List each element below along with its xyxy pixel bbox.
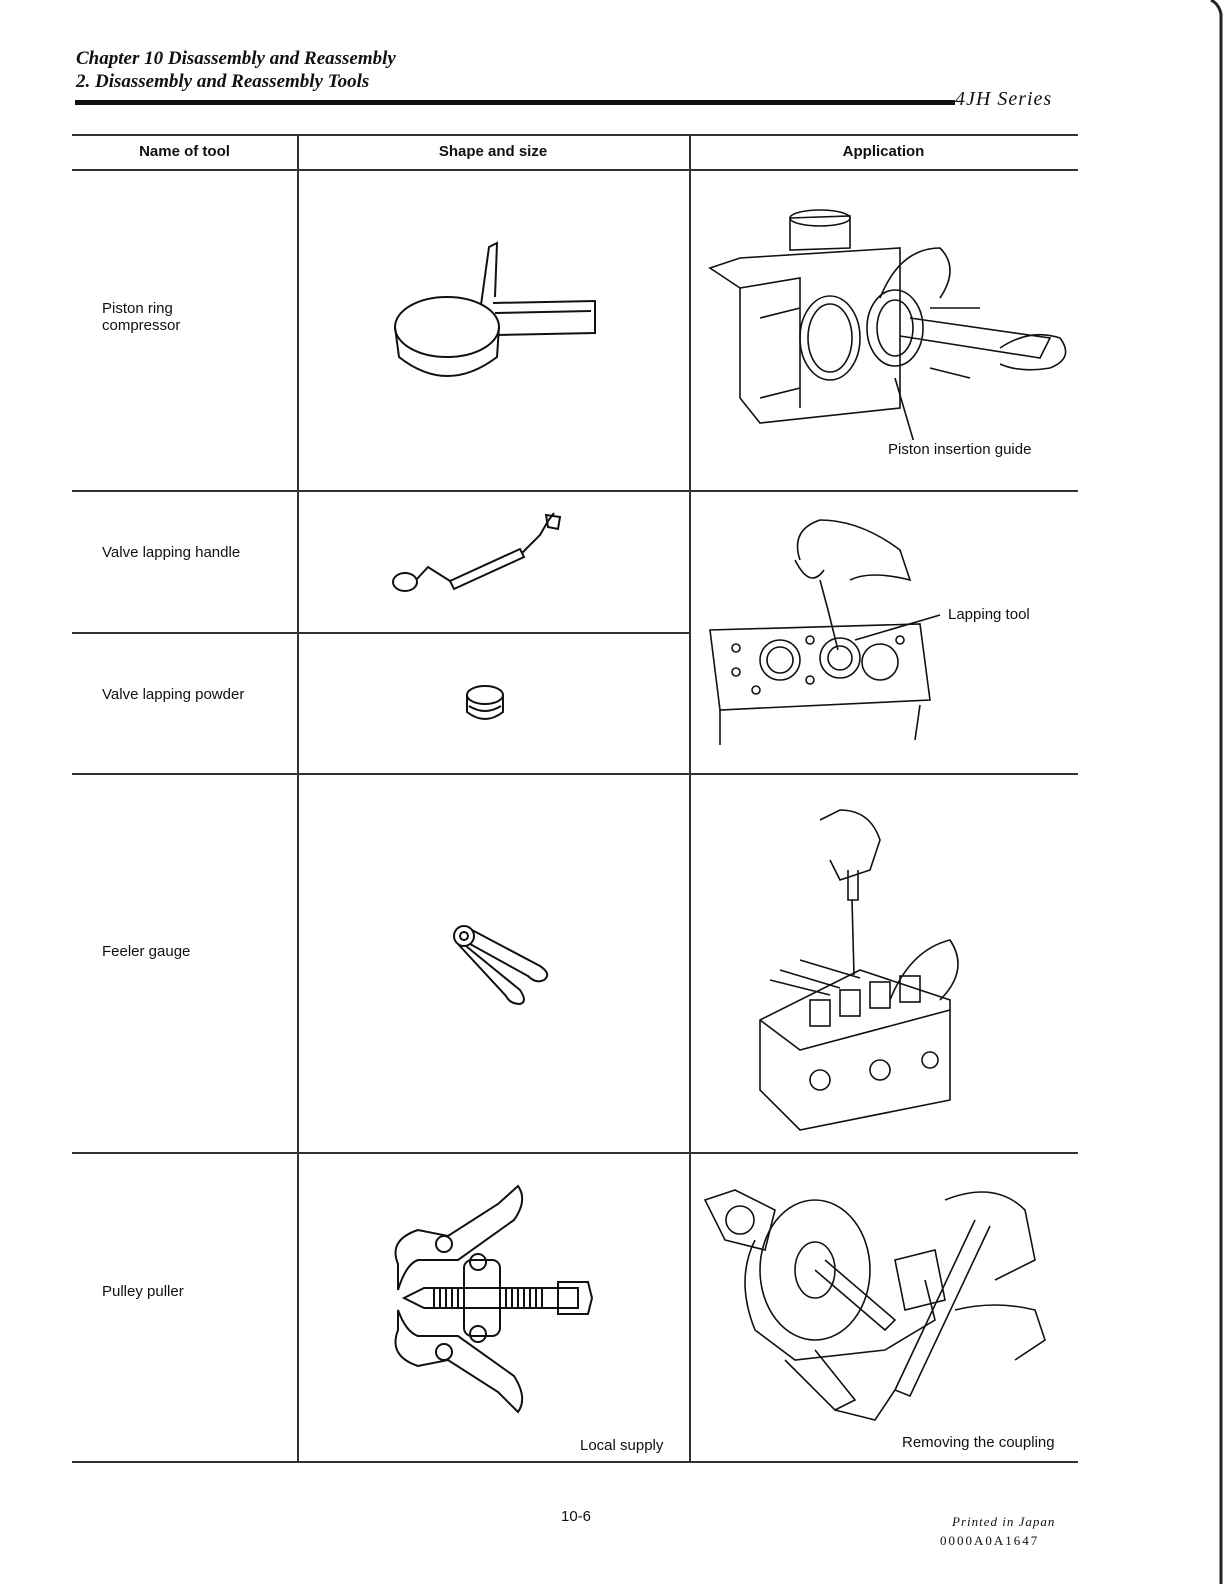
- tool-name-pulley-puller: Pulley puller: [102, 1283, 184, 1300]
- caption-local-supply: Local supply: [580, 1437, 664, 1454]
- caption-lapping-tool: Lapping tool: [948, 606, 1030, 623]
- row-divider: [72, 773, 1078, 775]
- feeler-gauge-application-icon: [740, 800, 970, 1140]
- table-top-rule: [72, 134, 1078, 136]
- scan-edge: [1207, 0, 1225, 1584]
- tool-name-feeler-gauge: Feeler gauge: [102, 943, 191, 960]
- piston-insertion-application-icon: [700, 188, 1080, 440]
- valve-lapping-powder-icon: [460, 680, 510, 730]
- row-divider: [72, 1152, 1078, 1154]
- chapter-title: Chapter 10 Disassembly and Reassembly: [76, 48, 396, 69]
- tool-name-valve-lapping-powder: Valve lapping powder: [102, 686, 245, 703]
- pulley-removal-application-icon: [695, 1160, 1078, 1425]
- header-bottom-rule: [72, 169, 1078, 171]
- table-bottom-rule: [72, 1461, 1078, 1463]
- feeler-gauge-icon: [448, 920, 558, 1010]
- page-number: 10-6: [561, 1508, 592, 1525]
- row-divider: [72, 632, 690, 634]
- document-code: 0000A0A1647: [940, 1533, 1040, 1548]
- valve-lapping-application-icon: [700, 500, 945, 750]
- header-rule: [75, 100, 955, 105]
- printed-in-label: Printed in Japan: [952, 1514, 1056, 1529]
- valve-lapping-handle-icon: [388, 503, 598, 603]
- caption-removing-the-coupling: Removing the coupling: [902, 1434, 1055, 1451]
- column-header-name: Name of tool: [139, 143, 230, 160]
- tool-name-valve-lapping-handle: Valve lapping handle: [102, 544, 241, 561]
- column-header-application: Application: [842, 143, 925, 160]
- piston-ring-compressor-icon: [385, 235, 605, 385]
- tool-name-piston-ring-compressor: Piston ring compressor: [102, 300, 181, 334]
- column-header-shape: Shape and size: [438, 143, 548, 160]
- column-divider: [297, 134, 299, 1461]
- caption-piston-insertion-guide: Piston insertion guide: [888, 441, 1032, 458]
- series-label: 4JH Series: [955, 88, 1053, 110]
- section-title: 2. Disassembly and Reassembly Tools: [76, 71, 370, 92]
- pulley-puller-icon: [378, 1180, 600, 1430]
- column-divider: [689, 134, 691, 1461]
- row-divider: [72, 490, 1078, 492]
